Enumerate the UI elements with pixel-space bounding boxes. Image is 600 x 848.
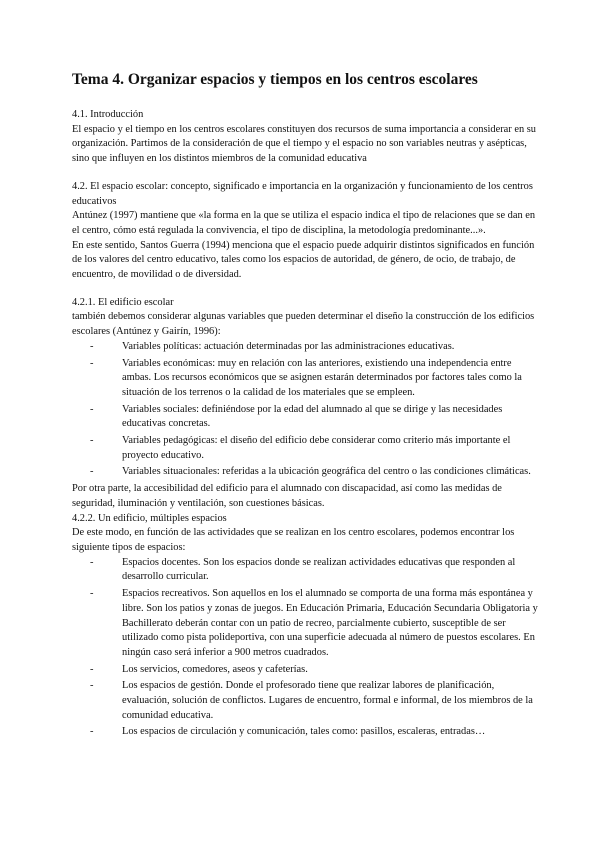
building-variables-list xyxy=(72,340,540,480)
spaces-types-list xyxy=(72,556,540,740)
list-item: - Los espacios de gestión. Donde el profesorado tiene que realizar labores de planificación, evaluación, solución de conflictos. Lugares de encuentro, formal e informal, de los miembros de la comunidad educativa. xyxy=(122,679,540,723)
list-item: - Variables pedagógicas: el diseño del edificio debe considerar como criterio más importante el proyecto educativo. xyxy=(122,434,540,463)
list-item: - Espacios docentes. Son los espacios donde se realizan actividades educativas que responden al desarrollo curricular. xyxy=(122,556,540,585)
list-item: - Variables políticas: actuación determinadas por las administraciones educativas. xyxy=(122,340,540,355)
section-heading-4-2-2: 4.2.2. Un edificio, múltiples espacios xyxy=(72,512,227,524)
spaces-types-intro: De este modo, en función de las actividades que se realizan en los centro escolares, podemos encontrar los siguiente tipos de espacios: xyxy=(72,527,515,553)
list-item: - Variables situacionales: referidas a la ubicación geográfica del centro o las condiciones climáticas. xyxy=(122,465,540,480)
list-item: - Variables sociales: definiéndose por la edad del alumnado al que se dirige y las necesidades educativas concretas. xyxy=(122,403,540,432)
antunez-quote-paragraph: Antúnez (1997) mantiene que «la forma en la que se utiliza el espacio indica el tipo de relaciones que se dan en el centro, cómo está regulada la convivencia, el tipo de disciplina, la metodología predominante...». xyxy=(72,210,536,236)
list-item: - Variables económicas: muy en relación con las anteriores, existiendo una independencia entre ambas. Los recursos económicos que se asignen estarán determinados por factores tales como la situación de los terrenos o la calidad de los materiales que se empleen. xyxy=(122,357,540,401)
santos-guerra-paragraph: En este sentido, Santos Guerra (1994) menciona que el espacio puede adquirir distintos significados en función de los valores del centro educativo, tales como los espacios de autoridad, de género, de ocio, de trabajo, de encuentro, de movilidad o de diversidad. xyxy=(72,239,535,281)
building-variables-intro: también debemos considerar algunas variables que pueden determinar el diseño la construcción de los edificios escolares (Antúnez y Gairín, 1996): xyxy=(72,311,535,338)
list-item: - Espacios recreativos. Son aquellos en los el alumnado se comporta de una forma más espontánea y libre. Son los patios y zonas de juegos. En Educación Primaria, Educación Secundaria Obligatoria y Bachillerato deberán contar con un patio de recreo, parcialmente cubierto, susceptible de ser utilizado como pista polideportiva, con una superficie adecuada al número de puestos escolares. En ningún caso será inferior a 900 metros cuadrados. xyxy=(122,587,540,661)
list-item: - Los servicios, comedores, aseos y cafeterías. xyxy=(122,663,540,678)
page-title: Tema 4. Organizar espacios y tiempos en los centros escolares xyxy=(72,71,478,88)
list-item: - Los espacios de circulación y comunicación, tales como: pasillos, escaleras, entradas… xyxy=(122,725,540,740)
section-heading-4-2: 4.2. El espacio escolar: concepto, significado e importancia en la organización y funcionamiento de los centros educativos xyxy=(72,180,533,207)
section-heading-4-1: 4.1. Introducción xyxy=(72,109,144,120)
intro-paragraph: El espacio y el tiempo en los centros escolares constituyen dos recursos de suma importancia a considerar en su organización. Partimos de la consideración de que el tiempo y el espacio no son variables neutras y asépticas, sino que influyen en los distintos miembros de la comunidad educativa xyxy=(72,123,536,165)
section-heading-4-2-1: 4.2.1. El edificio escolar xyxy=(72,296,174,308)
accessibility-paragraph: Por otra parte, la accesibilidad del edificio para el alumnado con discapacidad, así como las medidas de seguridad, iluminación y ventilación, son cuestiones básicas. xyxy=(72,483,502,509)
